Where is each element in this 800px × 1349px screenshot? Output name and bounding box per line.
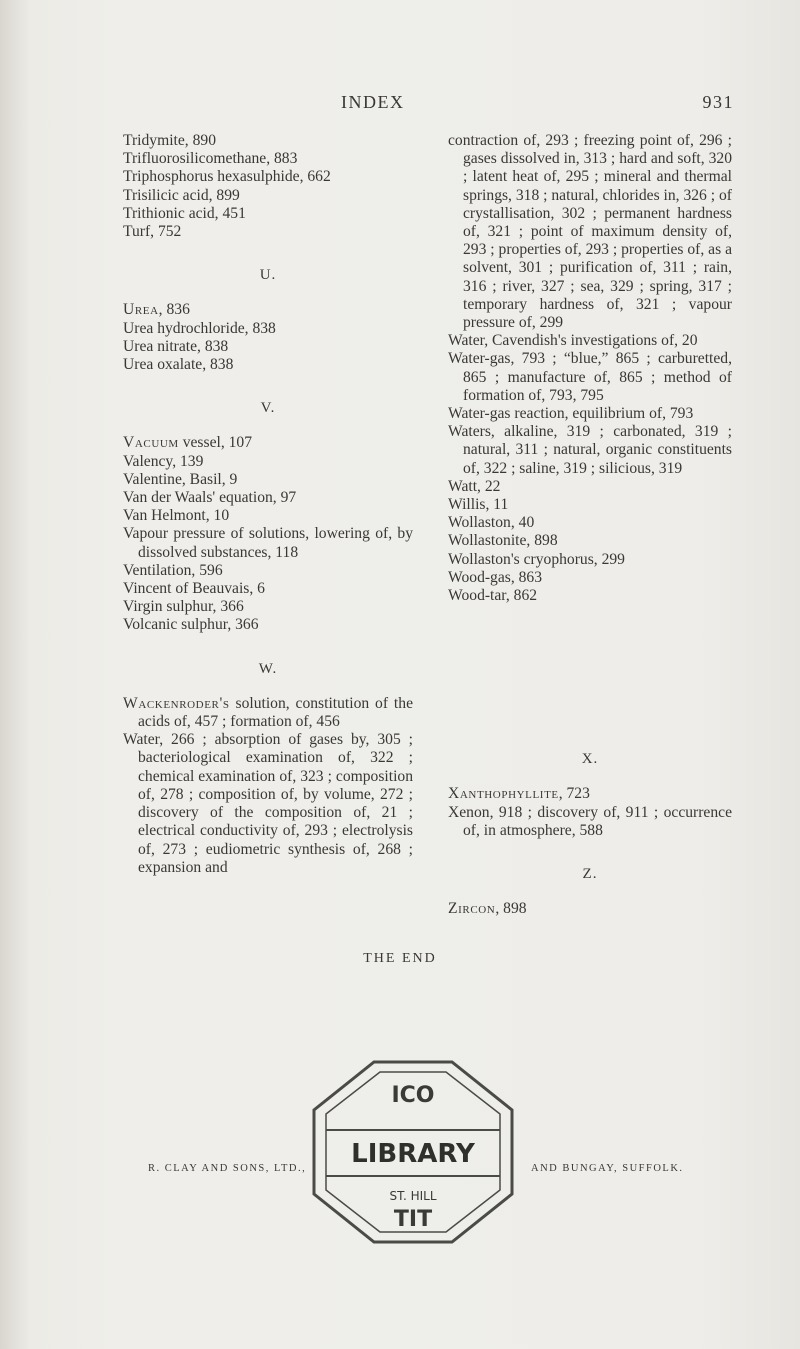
index-entry: Wollaston, 40 (448, 514, 535, 532)
section-heading-w: W. (258, 660, 278, 677)
index-entry: Tridymite, 890 (123, 132, 216, 149)
index-entry: Willis, 11 (448, 496, 509, 514)
stamp-bottom-text: TIT (393, 1207, 433, 1232)
index-column-left (123, 132, 413, 877)
index-entry: Xenon, 918 ; discovery of, 911 ; occurrence of, in atmosphere, 588 (448, 803, 732, 839)
entry-rest: , 836 (158, 301, 190, 319)
index-entry: Waters, alkaline, 319 ; carbonated, 319 ; natural, 311 ; natural, organic constituents of, 322 ; saline, 319 ; silicious, 319 (448, 423, 732, 477)
index-entry: Water-gas reaction, equilibrium of, 793 (448, 405, 694, 423)
index-entry: Ventilation, 596 (123, 561, 223, 579)
entry-rest: solution, constitution of the acids of, 457 ; formation of, 456 (138, 694, 413, 731)
index-entry: Urea oxalate, 838 (123, 356, 234, 374)
index-entry: Water, Cavendish's investigations of, 20 (448, 332, 698, 350)
index-entry: Vincent of Beauvais, 6 (123, 580, 265, 598)
index-entry (448, 785, 732, 803)
index-entry: Trithionic acid, 451 (123, 204, 246, 222)
index-entry: Trisilicic acid, 899 (123, 186, 240, 204)
index-entry (123, 301, 413, 319)
index-entry: Triphosphorus hexasulphide, 662 (123, 168, 331, 186)
printer-imprint-left: R. CLAY AND SONS, LTD., (148, 1163, 307, 1174)
index-entry: Van Helmont, 10 (123, 507, 230, 525)
index-entry: Volcanic sulphur, 366 (123, 616, 259, 634)
printer-imprint-right: AND BUNGAY, SUFFOLK. (531, 1163, 684, 1174)
stamp-arc-top: ICO (391, 1083, 435, 1108)
index-entry: Water, 266 ; absorption of gases by, 305 ; bacteriological examination of, 322 ; chemical examination of, 323 ; composition of, 278 ; composition of, by volume, 272 ; discovery of the composition of, 21 ; electrical conductivity of, 293 ; electrolysis of, 273 ; eudiometric synthesis of, 268 ; expansion and (123, 731, 413, 876)
index-entry: Vapour pressure of solutions, lowering of, by dissolved substances, 118 (123, 525, 413, 561)
index-entry: Water-gas, 793 ; “blue,” 865 ; carburetted, 865 ; manufacture of, 865 ; method of formation of, 793, 795 (448, 350, 732, 404)
the-end-text: THE END (363, 951, 437, 966)
index-entry (123, 695, 413, 731)
entry-lead: Xanthophyllite (448, 785, 559, 803)
page-number: 931 (702, 92, 734, 112)
index-entry: Wollaston's cryophorus, 299 (448, 550, 625, 568)
index-column-right (448, 132, 732, 919)
index-entry: contraction of, 293 ; freezing point of, 296 ; gases dissolved in, 313 ; hard and soft, 320 ; latent heat of, 295 ; mineral and thermal springs, 318 ; natural, chlorides in, 326 ; of crystallisation, 302 ; permanent hardness of, 321 ; point of maximum density of, 293 ; properties of, 293 ; properties of, as a solvent, 301 ; purification of, 311 ; rain, 316 ; river, 327 ; sea, 329 ; spring, 317 ; temporary hardness of, 321 ; vapour pressure of, 299 (448, 132, 732, 332)
library-stamp-icon (296, 1058, 532, 1248)
index-entry: Valency, 139 (123, 452, 204, 470)
index-entry: Watt, 22 (448, 477, 501, 495)
index-entry: Urea hydrochloride, 838 (123, 319, 276, 337)
section-heading-v: V. (260, 400, 276, 417)
entry-rest: , 898 (495, 900, 527, 918)
index-entry: Wood-gas, 863 (448, 568, 543, 586)
index-entry (448, 900, 732, 918)
entry-rest: vessel, 107 (178, 434, 253, 452)
index-entry: Wollastonite, 898 (448, 532, 558, 550)
page-header (0, 92, 800, 116)
index-entry: Urea nitrate, 838 (123, 337, 229, 355)
index-entry: Virgin sulphur, 366 (123, 598, 244, 616)
t-entries (123, 132, 413, 241)
entry-rest: , 723 (558, 785, 590, 803)
index-entry: Valentine, Basil, 9 (123, 470, 238, 488)
index-entry: Trifluorosilicomethane, 883 (123, 150, 298, 168)
entry-lead: Zircon (448, 900, 496, 918)
index-entry: Wood-tar, 862 (448, 587, 538, 605)
stamp-inner-text: ST. HILL (389, 1189, 437, 1203)
index-entry (123, 434, 413, 452)
running-title: INDEX (341, 92, 405, 112)
entry-lead: Vacuum (123, 434, 179, 452)
column-gap (448, 605, 732, 725)
entry-lead: Urea (123, 301, 159, 319)
index-entry: Turf, 752 (123, 223, 182, 241)
section-heading-u: U. (259, 267, 277, 284)
stamp-library-word: LIBRARY (351, 1139, 475, 1169)
section-heading-x: X. (581, 751, 599, 768)
section-heading-z: Z. (582, 866, 598, 883)
entry-lead: Wackenroder's (123, 694, 230, 712)
index-entry: Van der Waals' equation, 97 (123, 489, 297, 507)
